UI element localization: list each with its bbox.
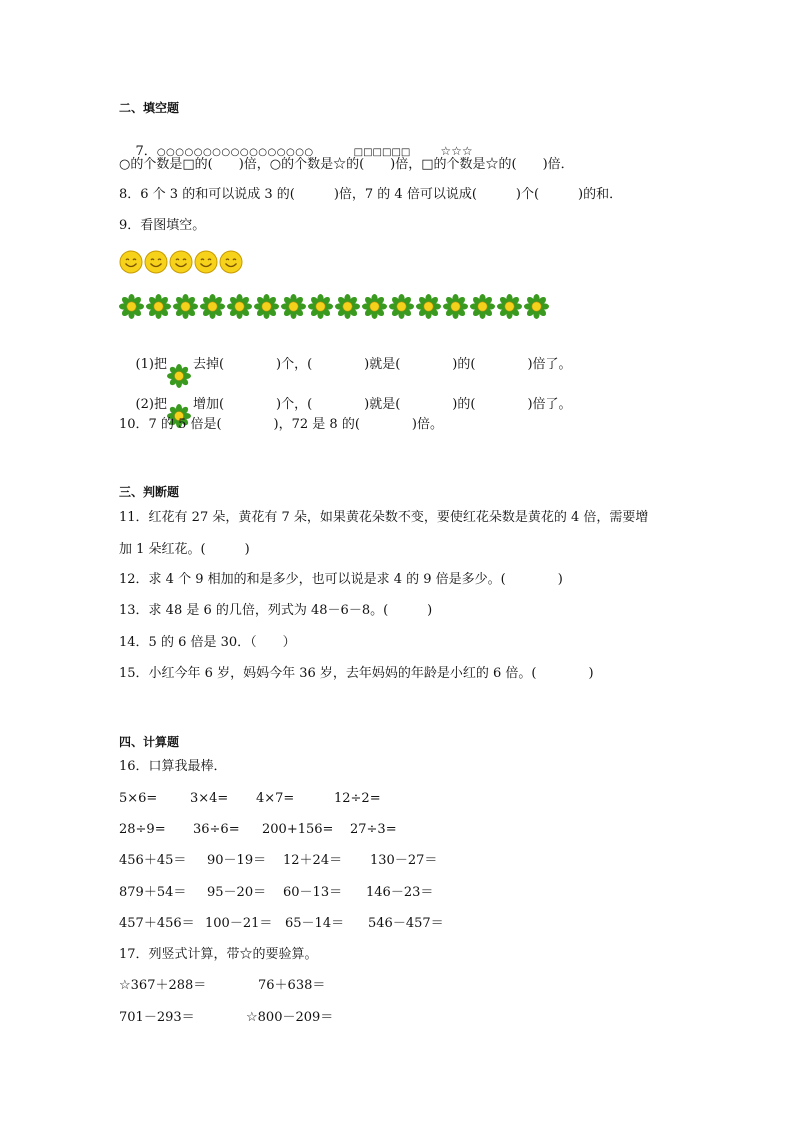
- calc-item: 546－457＝: [368, 916, 444, 931]
- q7-stars: ☆☆☆: [440, 144, 473, 158]
- smiley-icon: [169, 250, 193, 274]
- smiley-icon: [119, 250, 143, 274]
- calc-item: 27÷3=: [350, 822, 397, 837]
- flower-icon: [470, 294, 495, 319]
- calc-item: 90－19＝: [207, 853, 267, 868]
- vertical-calc-item: ☆367＋288＝: [119, 978, 207, 993]
- q17-title: 17．列竖式计算，带☆的要验算。: [119, 947, 318, 962]
- q9-sub1-suffix: 去掉( )个，( )就是( )的( )倍了。: [192, 357, 572, 372]
- calc-item: 200+156=: [262, 822, 334, 837]
- section-heading-fill: 二、填空题: [119, 101, 180, 115]
- calc-item: 879＋54＝: [119, 885, 187, 900]
- flower-icon: [146, 294, 171, 319]
- flower-icon: [173, 294, 198, 319]
- flower-icon: [200, 294, 225, 319]
- q9-title: 9．看图填空。: [119, 218, 206, 233]
- q11-text-line2: 加 1 朵红花。( ): [119, 542, 250, 557]
- q7-squares: □□□□□□: [353, 147, 411, 158]
- q9-sub2-suffix: 增加( )个，( )就是( )的( )倍了。: [192, 397, 572, 412]
- q10-text: 10．7 的 5 倍是( )，72 是 8 的( )倍。: [119, 417, 443, 432]
- vertical-calc-item: ☆800－209＝: [246, 1010, 334, 1025]
- calc-item: 12÷2=: [334, 791, 381, 806]
- flower-icon: [443, 294, 468, 319]
- calc-item: 36÷6=: [193, 822, 240, 837]
- flower-icon: [227, 294, 252, 319]
- q7-number: 7．: [135, 144, 157, 159]
- calc-item: 60－13＝: [283, 885, 343, 900]
- q11-text-line1: 11．红花有 27 朵，黄花有 7 朵，如果黄花朵数不变，要使红花朵数是黄花的 4 倍，需要增: [119, 510, 649, 525]
- q14-text: 14．5 的 6 倍是 30．（ ）: [119, 635, 296, 650]
- q8-text: 8．6 个 3 的和可以说成 3 的( )倍，7 的 4 倍可以说成( )个( )的和．: [119, 187, 623, 202]
- calc-item: 457＋456＝: [119, 916, 195, 931]
- smiley-row: [119, 250, 249, 280]
- q9-sub2-prefix: (2)把: [135, 397, 167, 412]
- q7-sentence: ○的个数是□的( )倍，○的个数是☆的( )倍，□的个数是☆的( )倍．: [119, 157, 574, 172]
- q16-title: 16．口算我最棒．: [119, 759, 227, 774]
- calc-item: 65－14＝: [285, 916, 345, 931]
- calc-item: 456＋45＝: [119, 853, 187, 868]
- calc-item: 28÷9=: [119, 822, 166, 837]
- calc-item: 12＋24＝: [283, 853, 343, 868]
- flower-icon: [281, 294, 306, 319]
- calc-item: 146－23＝: [366, 885, 434, 900]
- flower-icon: [389, 294, 414, 319]
- q7-circles: ○○○○○○○○○○○○○○○○○: [156, 147, 314, 158]
- smiley-icon: [219, 250, 243, 274]
- flower-icon: [497, 294, 522, 319]
- flower-icon: [362, 294, 387, 319]
- calc-item: 95－20＝: [207, 885, 267, 900]
- calc-item: 3×4=: [190, 791, 229, 806]
- vertical-calc-item: 76＋638＝: [258, 978, 326, 993]
- q12-text: 12．求 4 个 9 相加的和是多少，也可以说是求 4 的 9 倍是多少。( ): [119, 572, 563, 587]
- q9-sub2: [119, 378, 599, 412]
- flower-icon: [524, 294, 549, 319]
- section-heading-judge: 三、判断题: [119, 485, 180, 499]
- q9-sub1: [119, 338, 599, 372]
- calc-item: 5×6=: [119, 791, 158, 806]
- calc-item: 130－27＝: [370, 853, 438, 868]
- flower-icon: [308, 294, 333, 319]
- q15-text: 15．小红今年 6 岁，妈妈今年 36 岁，去年妈妈的年龄是小红的 6 倍。( ): [119, 666, 594, 681]
- q13-text: 13．求 48 是 6 的几倍，列式为 48－6－8。( ): [119, 603, 433, 618]
- flower-icon: [254, 294, 279, 319]
- vertical-calc-item: 701－293＝: [119, 1010, 195, 1025]
- smiley-icon: [144, 250, 168, 274]
- flower-icon: [416, 294, 441, 319]
- flower-row: [119, 294, 559, 324]
- flower-icon: [335, 294, 360, 319]
- calc-item: 100－21＝: [205, 916, 273, 931]
- q9-sub1-prefix: (1)把: [135, 357, 167, 372]
- smiley-icon: [194, 250, 218, 274]
- section-heading-calc: 四、计算题: [119, 735, 180, 749]
- flower-icon: [119, 294, 144, 319]
- calc-item: 4×7=: [256, 791, 295, 806]
